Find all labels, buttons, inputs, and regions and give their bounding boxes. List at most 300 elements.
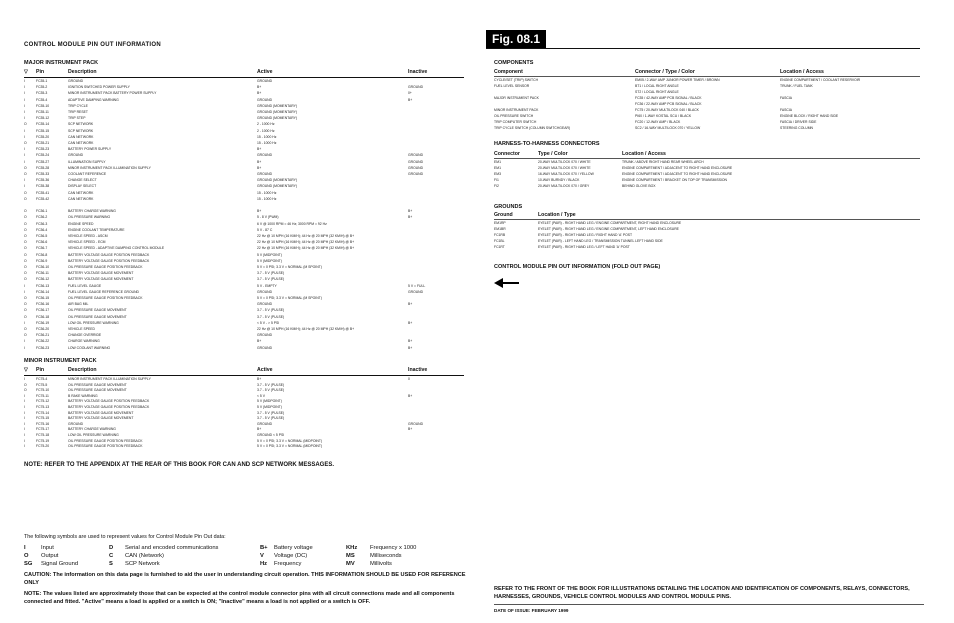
cell-io: O [24, 165, 27, 170]
table-row [24, 290, 464, 295]
table-row [24, 416, 464, 421]
legend-meaning: Serial and encoded communications [125, 545, 219, 551]
col-inactive: Inactive [408, 69, 428, 75]
table-row [494, 184, 920, 189]
cell-active: B+ [257, 159, 262, 164]
cell-ground: FC1RT [494, 245, 505, 249]
legend-symbol: V [260, 553, 264, 559]
cell-io: I [24, 438, 25, 443]
cell-pin: FC35-33 [36, 172, 50, 176]
col-location: Location / Access [780, 69, 824, 75]
legend-symbol: D [109, 545, 114, 551]
col-active: Active [257, 367, 273, 373]
table-row [24, 271, 464, 276]
cell-description: OIL PRESSURE GAUGE MOVEMENT [68, 314, 127, 319]
cell-inactive: GROUND [408, 289, 424, 294]
cell-inactive: B+ [408, 320, 413, 325]
table-row [24, 333, 464, 338]
table-row [494, 239, 920, 244]
major-pack-header [24, 69, 462, 77]
cell-io: I [24, 184, 25, 189]
major-pack-title: MAJOR INSTRUMENT PACK [24, 60, 99, 66]
cell-description: AIR BAG MIL [68, 302, 89, 307]
legend-title: The following symbols are used to represent values for Control Module Pin Out data: [24, 534, 226, 540]
cell-inactive: B+ [408, 209, 413, 214]
cell-location-type: EYELET (PAIR) - RIGHT HAND LEG / LEFT HAND 'A' POST [538, 245, 630, 249]
cell-active: B+ [257, 339, 262, 344]
cell-location: FASCIA / DRIVER SIDE [780, 120, 817, 124]
cell-io: O [24, 388, 27, 393]
legend-meaning: Signal Ground [41, 561, 79, 567]
table-row [24, 147, 464, 152]
cell-io: O [24, 314, 27, 319]
cell-io: O [24, 172, 27, 176]
cell-description: BATTERY POWER SUPPLY [68, 147, 112, 152]
cell-pin: FC35-20 [36, 134, 50, 139]
cell-description: OIL PRESSURE GAUGE MOVEMENT [68, 308, 127, 313]
cell-inactive: GROUND [408, 159, 424, 164]
cell-io: O [24, 302, 27, 307]
col-type: Type / Color [538, 151, 568, 157]
table-row [24, 315, 464, 320]
cell-location-type: EYELET (PAIR) - RIGHT HAND LEG / ENGINE COMPARTMENT, RIGHT HAND ENCLOSURE [538, 221, 682, 225]
table-row [494, 90, 920, 95]
cell-active: 15 - 1000 Hz [257, 134, 277, 139]
cell-description: CAN NETWORK [68, 141, 94, 145]
cell-pin: FC75-10 [36, 388, 50, 393]
col-component: Component [494, 69, 523, 75]
legend-symbol: Hz [260, 561, 268, 567]
cell-active: GROUND [257, 302, 273, 307]
cell-type: 20-WAY MULTILOCK 070 / WHITE [538, 160, 591, 164]
cell-io: I [24, 134, 25, 139]
cell-pin: FC36-15 [36, 296, 50, 300]
cell-description: VEHICLE SPEED [68, 327, 95, 331]
date-of-issue: DATE OF ISSUE: FEBRUARY 1999 [494, 608, 569, 613]
table-row [24, 422, 464, 427]
table-row [24, 253, 464, 258]
cell-pin: FC36-22 [36, 339, 50, 344]
table-row [494, 78, 920, 83]
minor-pack-header [24, 367, 462, 375]
cell-description: SCP NETWORK [68, 128, 94, 133]
cell-active: 3.7 - 5 V (PULSE) [257, 416, 285, 421]
cell-connector: PI60 / 1-WAY KOSTAL SCU / BLACK [635, 114, 692, 118]
cell-pin: FC35-14 [36, 122, 50, 127]
cell-pin: FC35-15 [36, 128, 50, 133]
cell-connector: SC2 / 16-WAY MULTILOCK 070 / YELLOW [635, 126, 701, 130]
cell-io: I [24, 405, 25, 409]
cell-pin: FC36-18 [36, 314, 50, 319]
cell-io: O [24, 215, 27, 220]
table-row [24, 116, 464, 121]
cell-io: I [24, 416, 25, 421]
cell-description: OIL PRESSURE GAUGE POSITION FEEDBACK [68, 265, 143, 269]
cell-pin: FC36-9 [36, 258, 48, 263]
table-row [24, 377, 464, 382]
cell-active: 5 V = 0 PSI; 3.3 V = NORMAL (MIDPOINT) [257, 444, 323, 449]
cell-description: FUEL LEVEL GAUGE REFERENCE GROUND [68, 289, 139, 294]
cell-active: 5 V - 87 C [257, 227, 273, 232]
cell-pin: FC75-17 [36, 427, 50, 432]
table-row [24, 339, 464, 344]
cell-connector: FI1 [494, 178, 499, 182]
cell-location: STEERING COLUMN [780, 126, 813, 130]
legend-meaning: Battery voltage [274, 545, 313, 551]
cell-description: TRIP RESET [68, 110, 88, 114]
cell-io: I [24, 444, 25, 449]
cell-active: B+ [257, 85, 262, 90]
table-row [24, 178, 464, 183]
cell-active: 5 V = 0 PSI; 3.3 V = NORMAL (M SPOINT) [257, 296, 322, 300]
cell-pin: FC35-11 [36, 110, 49, 114]
cell-active: 5 V = 0 PSI; 3.3 V = NORMAL (M SPOINT) [257, 265, 322, 269]
cell-io: I [24, 283, 25, 288]
cell-location-type: EYELET (PAIR) - RIGHT HAND LEG / RIGHT HAND 'A' POST [538, 233, 633, 237]
cell-active: 5 V (MIDPOINT) [257, 258, 282, 263]
cell-ground: EM1RP [494, 221, 506, 225]
cell-description: DISPLAY SELECT [68, 184, 97, 189]
cell-io: I [24, 320, 25, 325]
cell-active: GROUND (MOMENTARY) [257, 110, 297, 114]
cell-active: 2 - 1000 Hz [257, 122, 275, 127]
table-row [24, 129, 464, 134]
cell-component: FUEL LEVEL SENSOR [494, 84, 530, 88]
cell-inactive: B+ [408, 339, 413, 344]
cell-description: CAN NETWORK [68, 190, 94, 195]
cell-pin: FC35-21 [36, 141, 50, 145]
table-row [494, 245, 920, 250]
cell-pin: FC36-1 [36, 209, 48, 214]
cell-location-type: EYELET (PAIR) - LEFT HAND LEG / TRANSMISSION TUNNEL LEFT HAND SIDE [538, 239, 663, 243]
cell-location: ENGINE COMPARTMENT / BRACKET ON TOP OF TRANSMISSION [622, 178, 728, 182]
cell-io: O [24, 122, 27, 127]
cell-ground: FC1BL [494, 239, 505, 243]
cell-active: GROUND [257, 333, 273, 338]
cell-pin: FC35-23 [36, 147, 50, 152]
cell-io: I [24, 289, 25, 294]
table-row [494, 102, 920, 107]
legend-meaning: SCP Network [125, 561, 160, 567]
cell-description: BATTERY VOLTAGE GAUGE MOVEMENT [68, 271, 134, 276]
table-row [24, 191, 464, 196]
direction-icon: ▽ [24, 367, 28, 373]
table-row [494, 108, 920, 113]
cell-active: 5 V - EMPTY [257, 283, 277, 288]
table-row [24, 160, 464, 165]
cell-location: FASCIA [780, 96, 793, 100]
table-row [24, 433, 464, 438]
cell-io: O [24, 296, 27, 300]
cell-io: O [24, 382, 27, 387]
cell-description: LOW COOLANT WARNING [68, 345, 111, 350]
cell-io: I [24, 410, 25, 415]
cell-pin: FC36-11 [36, 271, 49, 276]
table-row [24, 265, 464, 270]
cell-component: TRIP COMPUTER SWITCH [494, 120, 537, 124]
table-row [24, 79, 464, 84]
cell-description: CHANGE OVERRIDE [68, 333, 102, 338]
cell-io: I [24, 339, 25, 344]
cell-io: I [24, 377, 25, 381]
cell-description: MINOR INSTRUMENT PACK BATTERY POWER SUPPLY [68, 91, 157, 96]
cell-io: O [24, 190, 27, 195]
table-row [24, 184, 464, 189]
cell-pin: FC35-12 [36, 116, 50, 121]
cell-io: O [24, 308, 27, 313]
legend-meaning: Milliseconds [370, 553, 402, 559]
figure-label: Fig. 08.1 [486, 30, 546, 48]
cell-active: GROUND (MOMENTARY) [257, 178, 297, 183]
cell-description: VEHICLE SPEED - ECM [68, 240, 106, 245]
cell-description: MINOR INSTRUMENT PACK ILLUMINATION SUPPLY [68, 165, 151, 170]
cell-description: BATTERY VOLTAGE GAUGE POSITION FEEDBACK [68, 405, 150, 409]
legend-symbol: KHz [346, 545, 358, 551]
cell-active: B+ [257, 427, 262, 432]
cell-pin: FC35-10 [36, 103, 50, 108]
cell-pin: FC75-19 [36, 438, 50, 443]
harness-title: HARNESS-TO-HARNESS CONNECTORS [494, 141, 600, 147]
cell-active: 3.7 - 5 V (PULSE) [257, 277, 285, 282]
components-title: COMPONENTS [494, 60, 534, 66]
cell-inactive: 5 V = FULL [408, 283, 426, 288]
cell-type: 16-WAY MULTILOCK 070 / YELLOW [538, 172, 594, 176]
cell-active: 3.7 - 5 V (PULSE) [257, 314, 285, 319]
cell-io: I [24, 110, 25, 114]
cell-active: 15 - 1000 Hz [257, 196, 277, 201]
table-row [24, 234, 464, 239]
cell-connector: FC36 / 22-WAY AMP PCB SIGNAL / BLACK [635, 102, 702, 106]
cell-ground: FC1RB [494, 233, 506, 237]
cell-pin: FC75-14 [36, 410, 50, 415]
cell-component: TRIP CYCLE SWITCH (COLUMN SWITCHGEAR) [494, 126, 571, 130]
table-row [24, 104, 464, 109]
col-location: Location / Access [622, 151, 666, 157]
cell-type: 10-WAY BURNDY / BLACK [538, 178, 580, 182]
legend-symbol: B+ [260, 545, 268, 551]
cell-io: I [24, 116, 25, 121]
table-row [24, 284, 464, 289]
cell-pin: FC35-36 [36, 178, 50, 183]
legend-meaning: Millivolts [370, 561, 392, 567]
cell-pin: FC36-8 [36, 252, 48, 257]
cell-active: GROUND (MOMENTARY) [257, 184, 297, 189]
legend-meaning: Output [41, 553, 59, 559]
cell-io: I [24, 153, 25, 158]
cell-active: GROUND [257, 421, 273, 426]
table-row [24, 215, 464, 220]
table-row [494, 120, 920, 125]
cell-pin: FC35-42 [36, 196, 50, 201]
table-row [24, 399, 464, 404]
cell-pin: FC75-5 [36, 382, 48, 387]
table-row [494, 84, 920, 89]
cell-inactive: B+ [408, 427, 413, 432]
cell-location: TRUNK / FUEL TANK [780, 84, 813, 88]
table-row [494, 126, 920, 131]
table-row [24, 427, 464, 432]
table-row [24, 110, 464, 115]
table-row [24, 153, 464, 158]
cell-active: 5 - 8 V (PWM) [257, 215, 279, 220]
network-note: NOTE: REFER TO THE APPENDIX AT THE REAR OF THIS BOOK FOR CAN AND SCP NETWORK MESSAGES. [24, 462, 335, 468]
cell-io: I [24, 421, 25, 426]
cell-pin: FC75-18 [36, 433, 50, 437]
cell-inactive: 0 [408, 377, 410, 381]
cell-connector: EM05 / 2-WAY AMP JUNIOR POWER TIMER / BROWN [635, 78, 720, 82]
cell-component: MINOR INSTRUMENT PACK [494, 108, 539, 112]
table-row [24, 203, 464, 208]
cell-component: CYCLE/SET (TRIP) SWITCH [494, 78, 539, 82]
cell-io: O [24, 277, 27, 282]
table-row [24, 444, 464, 449]
cell-description: BATTERY VOLTAGE GAUGE POSITION FEEDBACK [68, 258, 150, 263]
col-ground: Ground [494, 212, 513, 218]
cell-location: ENGINE COMPARTMENT / ADJACENT TO RIGHT HAND ENCLOSURE [622, 166, 733, 170]
cell-pin: FC35-38 [36, 184, 50, 189]
cell-pin: FC36-12 [36, 277, 50, 282]
cell-pin: FC36-7 [36, 246, 48, 251]
cell-pin: FC35-27 [36, 159, 50, 164]
table-row [24, 388, 464, 393]
cell-io: I [24, 427, 25, 432]
cell-io: O [24, 209, 27, 214]
table-row [24, 439, 464, 444]
cell-io: I [24, 433, 25, 437]
cell-description: OIL PRESSURE GAUGE POSITION FEEDBACK [68, 444, 143, 449]
direction-icon: ▽ [24, 69, 28, 75]
cell-pin: FC75-15 [36, 416, 50, 421]
cell-location: TRUNK / ABOVE RIGHT HAND REAR WHEEL ARCH [622, 160, 704, 164]
cell-inactive: GROUND [408, 421, 424, 426]
table-row [24, 222, 464, 227]
cell-pin: FC36-13 [36, 283, 50, 288]
cell-connector: BT1 / LOCAL RIGHT ANGLE [635, 84, 679, 88]
cell-description: BATTERY CHARGE WARNING [68, 209, 116, 214]
cell-description: OIL PRESSURE GAUGE MOVEMENT [68, 388, 127, 393]
cell-description: ENGINE COOLANT TEMPERATURE [68, 227, 125, 232]
cell-description: MINOR INSTRUMENT PACK ILLUMINATION SUPPLY [68, 377, 151, 381]
cell-io: I [24, 79, 25, 83]
cell-description: COOLANT REFERENCE [68, 172, 107, 176]
cell-io: I [24, 147, 25, 152]
cell-io: O [24, 327, 27, 331]
cell-active: GROUND (MOMENTARY) [257, 116, 297, 121]
minor-pack-title: MINOR INSTRUMENT PACK [24, 358, 97, 364]
legend-meaning: CAN (Network) [125, 553, 164, 559]
cell-io: O [24, 221, 27, 226]
cell-inactive: 0+ [408, 91, 412, 96]
cell-active: GROUND (MOMENTARY) [257, 103, 297, 108]
cell-io: O [24, 246, 27, 251]
cell-pin: FC36-20 [36, 327, 50, 331]
cell-description: BATTERY VOLTAGE GAUGE MOVEMENT [68, 277, 134, 282]
cell-description: CAN NETWORK [68, 134, 94, 139]
cell-pin: FC75-4 [36, 377, 48, 381]
table-row [24, 327, 464, 332]
cell-io: I [24, 399, 25, 404]
legend-meaning: Frequency [274, 561, 302, 567]
table-row [24, 197, 464, 202]
cell-active: B+ [257, 165, 262, 170]
cell-description: ADAPTIVE DAMPING WARNING [68, 97, 119, 102]
col-inactive: Inactive [408, 367, 428, 373]
table-row [24, 405, 464, 410]
table-row [494, 160, 920, 165]
cell-active: 22 Hz @ 10 MPH (16 KM/H); 44 Hz @ 20 MPH (32 KM/H) @ B+ [257, 246, 355, 251]
cell-io: I [24, 159, 25, 164]
cell-location: ENGINE COMPARTMENT / ADJACENT TO RIGHT HAND ENCLOSURE [622, 172, 733, 176]
cell-connector: EM1 [494, 166, 501, 170]
cell-active: 5 V = 0 PSI; 3.3 V = NORMAL (MIDPOINT) [257, 438, 323, 443]
cell-description: BATTERY VOLTAGE GAUGE MOVEMENT [68, 416, 134, 421]
table-row [24, 209, 464, 214]
cell-io: O [24, 227, 27, 232]
cell-description: VEHICLE SPEED - ASCM [68, 234, 108, 238]
cell-io: O [24, 240, 27, 245]
cell-description: BATTERY VOLTAGE GAUGE POSITION FEEDBACK [68, 252, 150, 257]
table-row [24, 321, 464, 326]
cell-active: < 5 V [257, 393, 266, 398]
cell-active: B+ [257, 147, 262, 152]
cell-active: < 5 V - > 5 PSI [257, 320, 280, 325]
cell-description: SCP NETWORK [68, 122, 94, 127]
cell-description: VEHICLE SPEED - ADAPTIVE DAMPING CONTROL MODULE [68, 246, 165, 251]
cell-description: BATTERY VOLTAGE GAUGE POSITION FEEDBACK [68, 399, 150, 404]
cell-io: O [24, 265, 27, 269]
cell-pin: FC75-12 [36, 399, 50, 404]
col-location-type: Location / Type [538, 212, 576, 218]
cell-pin: FC36-16 [36, 302, 50, 307]
cell-connector: FC35 / 42-WAY AMP PCB SIGNAL / BLACK [635, 96, 702, 100]
cell-active: B+ [257, 209, 262, 214]
table-row [494, 221, 920, 226]
cell-pin: FC75-20 [36, 444, 50, 449]
cell-active: 5 V (MIDPOINT) [257, 399, 282, 404]
table-row [494, 166, 920, 171]
cell-active: B+ [257, 377, 262, 381]
cell-pin: FC35-1 [36, 79, 48, 83]
footer-note: REFER TO THE FRONT OF THE BOOK FOR ILLUSTRATIONS DETAILING THE LOCATION AND IDENTIFICATION OF COMPONENTS, RELAYS, CONNECTORS, HARNESSES, GROUNDS, VEHICLE CONTROL MODULES AND CONTROL MODULE PINS. [494, 586, 910, 600]
cell-active: 22 Hz @ 10 MPH (16 KM/H); 44 Hz @ 20 MPH (32 KM/H) @ B+ [257, 327, 355, 331]
cell-active: B+ [257, 91, 262, 96]
col-connector: Connector / Type / Color [635, 69, 695, 75]
cell-pin: FC36-21 [36, 333, 50, 338]
cell-type: 20-WAY MULTILOCK 070 / GREY [538, 184, 590, 188]
cell-pin: FC75-13 [36, 405, 50, 409]
cell-inactive: GROUND [408, 85, 424, 90]
cell-inactive: GROUND [408, 153, 424, 158]
col-description: Description [68, 367, 97, 373]
cell-inactive: B+ [408, 302, 413, 307]
table-row [24, 346, 464, 351]
cell-inactive: B+ [408, 215, 413, 220]
legend-symbol: MS [346, 553, 355, 559]
cell-pin: FC36-14 [36, 289, 50, 294]
table-row [494, 178, 920, 183]
arrow-left-icon [494, 277, 520, 289]
col-description: Description [68, 69, 97, 75]
cell-ground: EM1BR [494, 227, 506, 231]
cell-active: 3.7 - 5 V (PULSE) [257, 308, 285, 313]
page-title: CONTROL MODULE PIN OUT INFORMATION [24, 42, 161, 48]
cell-description: TRIP CYCLE [68, 103, 88, 108]
cell-pin: FC36-23 [36, 345, 50, 350]
cell-inactive: B+ [408, 345, 413, 350]
table-row [24, 141, 464, 146]
table-row [24, 277, 464, 282]
col-active: Active [257, 69, 273, 75]
